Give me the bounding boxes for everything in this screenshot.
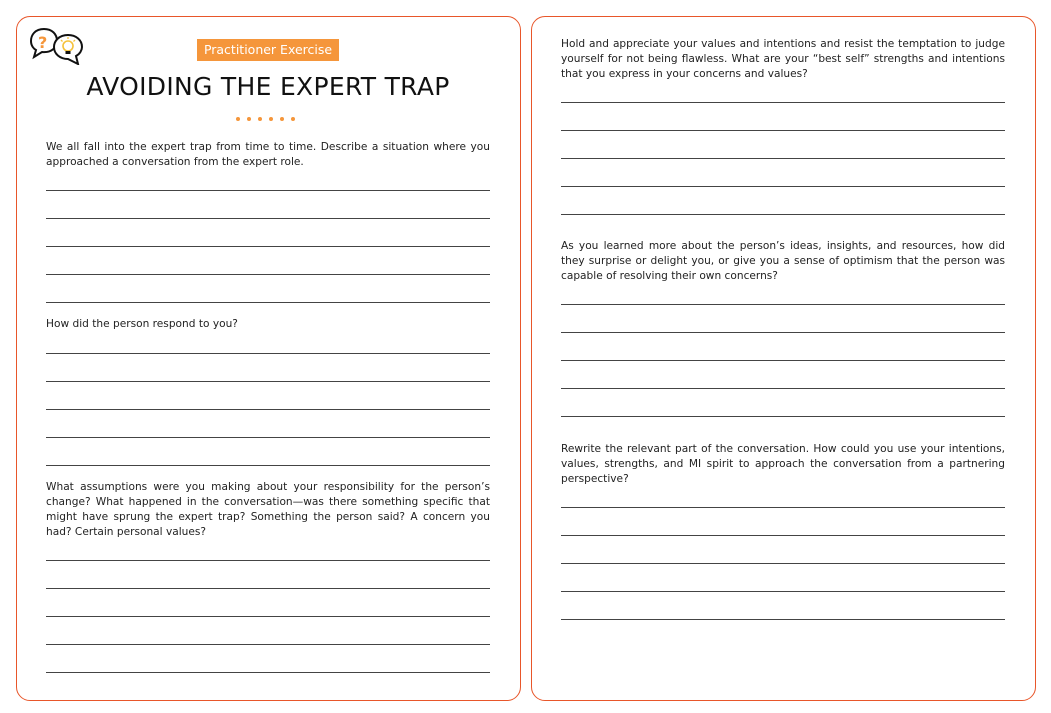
question-text: What assumptions were you making about your responsibility for the person’s change? What happened in the conversation—was there something specific that might have sprung the expert trap? Something the person said? A concern you had? Certain personal values? — [46, 481, 490, 538]
answer-lines[interactable] — [561, 102, 1005, 242]
answer-lines[interactable] — [561, 304, 1005, 444]
question-text: As you learned more about the person’s ideas, insights, and resources, how did they surprise or delight you, or give you a sense of optimism that the person was capable of resolving their own concerns? — [561, 240, 1005, 282]
answer-lines[interactable] — [46, 560, 490, 700]
answer-lines[interactable] — [46, 353, 490, 493]
answer-lines[interactable] — [46, 190, 490, 330]
answer-lines[interactable] — [561, 507, 1005, 647]
question-text: We all fall into the expert trap from time to time. Describe a situation where you approached a conversation from the expert role. — [46, 141, 490, 168]
practitioner-exercise-badge: Practitioner Exercise — [197, 39, 339, 61]
question-text: Rewrite the relevant part of the conversation. How could you use your intentions, values, strengths, and MI spirit to approach the conversation from a partnering perspective? — [561, 443, 1005, 485]
decorative-dots — [236, 117, 295, 121]
page-title: AVOIDING THE EXPERT TRAP — [86, 72, 450, 101]
question-text: How did the person respond to you? — [46, 318, 238, 330]
question-text: Hold and appreciate your values and intentions and resist the temptation to judge yourself for not being flawless. What are your “best self” strengths and intentions that you express in your concerns and values? — [561, 38, 1005, 80]
svg-text:?: ? — [38, 33, 48, 52]
question-lightbulb-icon — [30, 27, 84, 65]
